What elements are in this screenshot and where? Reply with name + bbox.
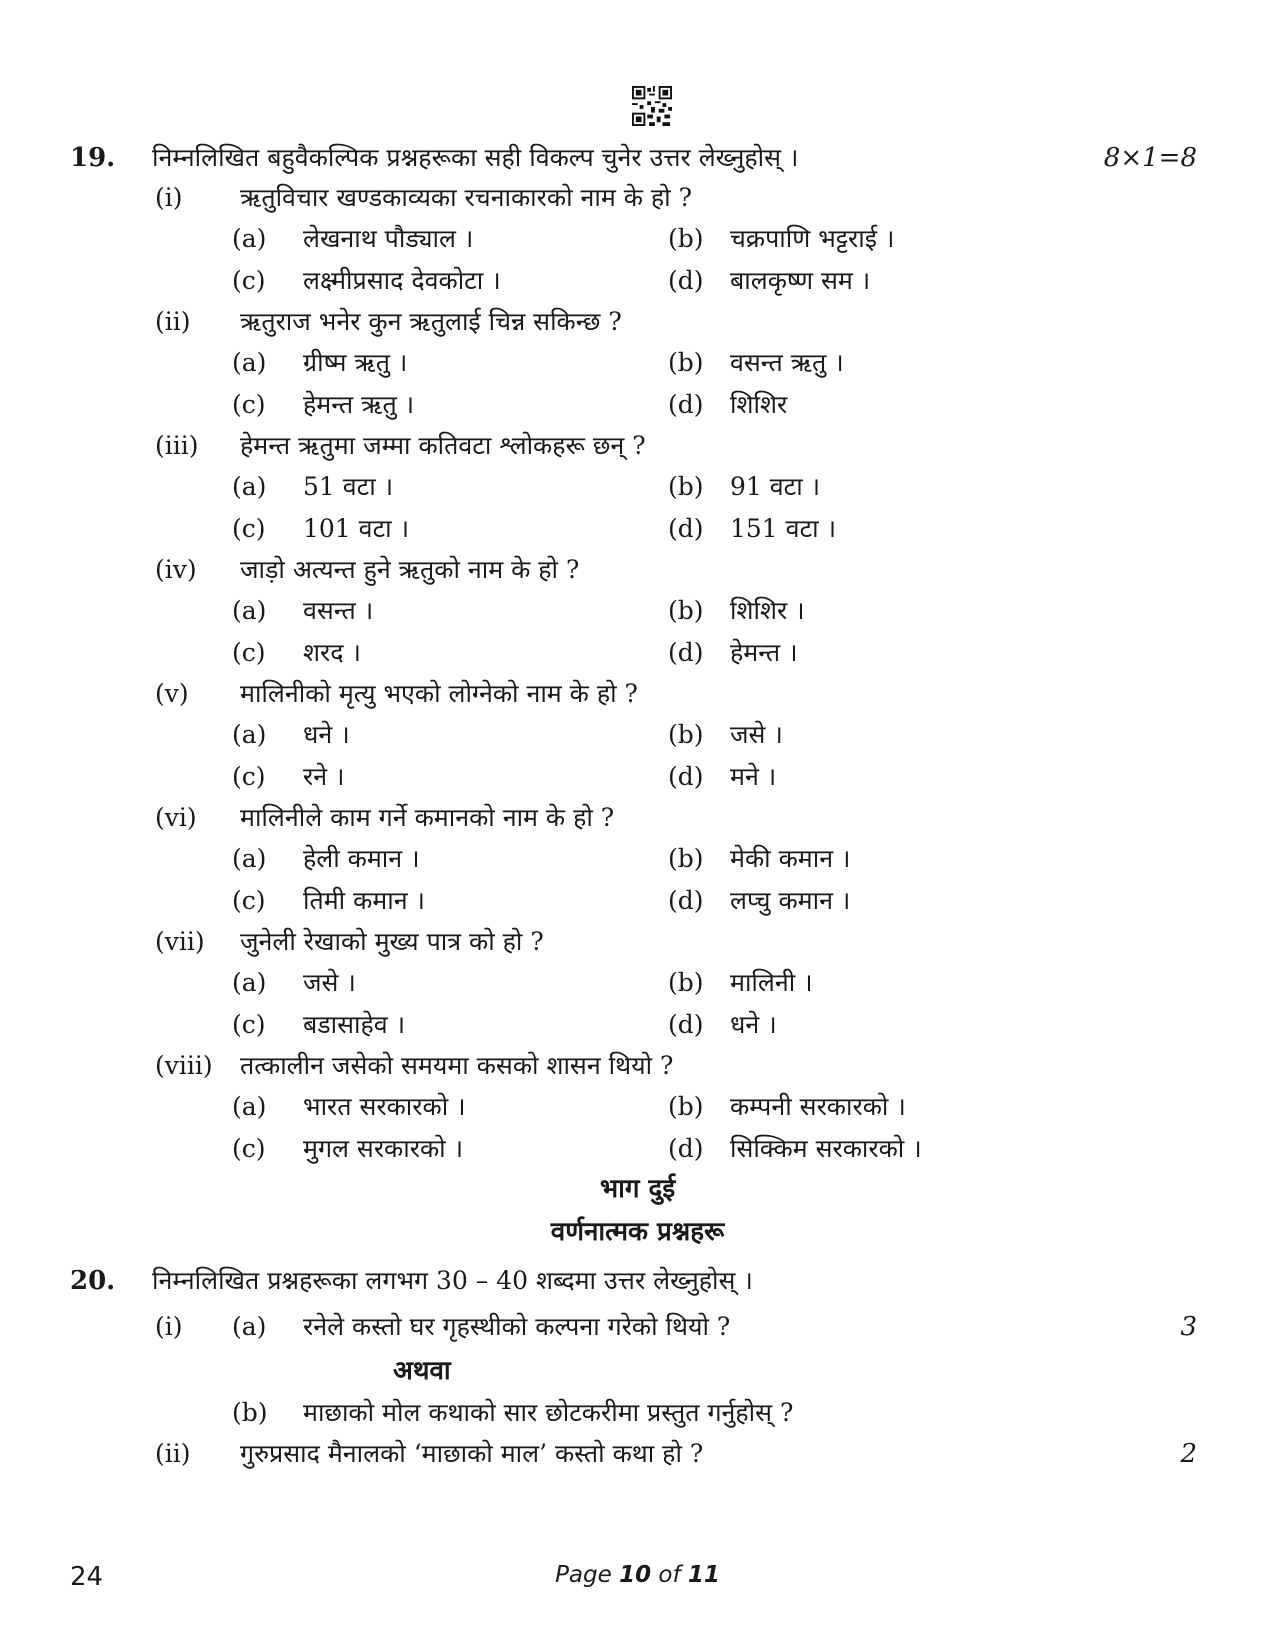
sub-question-marks: 3 xyxy=(1180,1312,1197,1342)
mcq-option-label: (c) xyxy=(232,1009,266,1039)
mcq-option-label: (b) xyxy=(668,720,704,750)
mcq-option-text: वसन्त ऋतु । xyxy=(730,348,844,378)
mcq-option-text: शिशिर । xyxy=(730,596,805,626)
mcq-option-text: शरद । xyxy=(303,637,361,667)
mcq-number: (viii) xyxy=(155,1051,213,1080)
mcq-option-text: लक्ष्मीप्रसाद देवकोटा । xyxy=(303,265,501,295)
page-number: 10 xyxy=(619,1562,652,1588)
page-total: 11 xyxy=(687,1562,720,1588)
sub-question-text: गुरुप्रसाद मैनालको ‘माछाको माल’ कस्तो कथा हो ? xyxy=(240,1439,704,1468)
mcq-option-label: (c) xyxy=(232,265,266,295)
mcq-option-text: हेली कमान । xyxy=(303,844,420,874)
mcq-option-text: रने । xyxy=(303,761,345,791)
mcq-option-text: 91 वटा । xyxy=(730,472,821,502)
mcq-option-label: (b) xyxy=(668,1092,704,1122)
mcq-option-text: धने । xyxy=(730,1009,777,1039)
or-label: अथवा xyxy=(393,1356,451,1386)
mcq-number: (vi) xyxy=(155,803,197,832)
mcq-question-text: तत्कालीन जसेको समयमा कसको शासन थियो ? xyxy=(240,1051,674,1080)
mcq-option-label: (b) xyxy=(668,596,704,626)
mcq-option-label: (d) xyxy=(668,389,704,419)
mcq-option-text: सिक्किम सरकारको । xyxy=(730,1133,922,1163)
mcq-option-text: 51 वटा । xyxy=(303,472,394,502)
mcq-option-text: हेमन्त । xyxy=(730,637,798,667)
sub-question-marks: 2 xyxy=(1180,1439,1197,1469)
page-word: Page xyxy=(555,1562,612,1588)
page-indicator xyxy=(0,1562,1275,1588)
mcq-option-label: (c) xyxy=(232,389,266,419)
mcq-option-text: तिमी कमान । xyxy=(303,885,426,915)
mcq-option-text: लप्चु कमान । xyxy=(730,885,851,915)
mcq-option-text: 101 वटा । xyxy=(303,513,410,543)
sub-question-number: (ii) xyxy=(155,1439,191,1468)
question-marks: 8×1=8 xyxy=(1103,143,1197,173)
mcq-question-text: मालिनीको मृत्यु भएको लोग्नेको नाम के हो ? xyxy=(240,679,638,708)
mcq-option-label: (a) xyxy=(232,348,267,378)
mcq-question-text: ऋतुराज भनेर कुन ऋतुलाई चिन्न सकिन्छ ? xyxy=(240,307,622,336)
question-instruction: निम्नलिखित बहुवैकल्पिक प्रश्नहरूका सही विकल्प चुनेर उत्तर लेख्नुहोस् । xyxy=(152,143,799,172)
mcq-option-label: (c) xyxy=(232,637,266,667)
mcq-option-label: (a) xyxy=(232,596,267,626)
mcq-option-text: ग्रीष्म ऋतु । xyxy=(303,348,408,378)
paper-code: 24 xyxy=(70,1562,104,1592)
mcq-option-text: लेखनाथ पौड्याल । xyxy=(303,224,474,254)
mcq-question-text: मालिनीले काम गर्ने कमानको नाम के हो ? xyxy=(240,803,615,832)
mcq-number: (iv) xyxy=(155,555,197,584)
mcq-number: (i) xyxy=(155,183,183,212)
mcq-option-label: (c) xyxy=(232,513,266,543)
sub-question-text: रनेले कस्तो घर गृहस्थीको कल्पना गरेको थियो ? xyxy=(303,1312,731,1341)
mcq-option-text: शिशिर xyxy=(730,389,788,419)
mcq-option-text: मेकी कमान । xyxy=(730,844,851,874)
mcq-option-text: भारत सरकारको । xyxy=(303,1092,466,1122)
mcq-option-label: (b) xyxy=(668,472,704,502)
mcq-option-text: हेमन्त ऋतु । xyxy=(303,389,415,419)
mcq-option-text: चक्रपाणि भट्टराई । xyxy=(730,224,895,254)
section-title-heading: वर्णनात्मक प्रश्नहरू xyxy=(550,1217,725,1247)
mcq-option-label: (c) xyxy=(232,885,266,915)
section-part-heading: भाग दुई xyxy=(599,1174,676,1204)
question-number: 20. xyxy=(70,1266,116,1296)
mcq-option-label: (d) xyxy=(668,885,704,915)
mcq-question-text: जाड़ो अत्यन्त हुने ऋतुको नाम के हो ? xyxy=(240,555,580,584)
qr-code-icon xyxy=(632,86,672,126)
mcq-question-text: ऋतुविचार खण्डकाव्यका रचनाकारको नाम के हो ? xyxy=(240,183,692,212)
mcq-option-label: (d) xyxy=(668,637,704,667)
mcq-option-text: वसन्त । xyxy=(303,596,374,626)
mcq-option-text: बालकृष्ण सम । xyxy=(730,265,871,295)
mcq-option-text: बडासाहेव । xyxy=(303,1009,406,1039)
mcq-option-label: (d) xyxy=(668,761,704,791)
mcq-option-text: मने । xyxy=(730,761,777,791)
mcq-option-text: कम्पनी सरकारको । xyxy=(730,1092,906,1122)
mcq-option-text: मालिनी । xyxy=(730,968,813,998)
mcq-option-text: जसे । xyxy=(730,720,783,750)
mcq-option-label: (b) xyxy=(668,224,704,254)
question-instruction: निम्नलिखित प्रश्नहरूका लगभग 30 – 40 शब्दमा उत्तर लेख्नुहोस् । xyxy=(152,1266,753,1295)
mcq-number: (iii) xyxy=(155,431,199,460)
mcq-option-label: (a) xyxy=(232,472,267,502)
mcq-option-label: (a) xyxy=(232,844,267,874)
mcq-option-text: जसे । xyxy=(303,968,356,998)
mcq-option-label: (a) xyxy=(232,1092,267,1122)
mcq-question-text: हेमन्त ऋतुमा जम्मा कतिवटा श्लोकहरू छन् ? xyxy=(240,431,646,460)
sub-question-option-label: (a) xyxy=(232,1312,267,1341)
mcq-option-text: मुगल सरकारको । xyxy=(303,1133,464,1163)
mcq-option-label: (a) xyxy=(232,224,267,254)
mcq-option-label: (b) xyxy=(668,968,704,998)
mcq-number: (vii) xyxy=(155,927,205,956)
mcq-option-label: (d) xyxy=(668,1009,704,1039)
mcq-option-label: (d) xyxy=(668,1133,704,1163)
mcq-option-label: (b) xyxy=(668,348,704,378)
mcq-option-text: धने । xyxy=(303,720,350,750)
sub-question-text: माछाको मोल कथाको सार छोटकरीमा प्रस्तुत गर्नुहोस् ? xyxy=(303,1398,794,1427)
mcq-option-label: (a) xyxy=(232,968,267,998)
of-word: of xyxy=(658,1562,681,1588)
mcq-option-label: (c) xyxy=(232,1133,266,1163)
mcq-option-label: (d) xyxy=(668,265,704,295)
mcq-option-label: (c) xyxy=(232,761,266,791)
mcq-number: (ii) xyxy=(155,307,191,336)
mcq-option-label: (a) xyxy=(232,720,267,750)
question-number: 19. xyxy=(70,143,116,173)
sub-question-number: (i) xyxy=(155,1312,183,1341)
mcq-number: (v) xyxy=(155,679,189,708)
mcq-question-text: जुनेली रेखाको मुख्य पात्र को हो ? xyxy=(240,927,544,956)
mcq-option-label: (b) xyxy=(668,844,704,874)
mcq-option-text: 151 वटा । xyxy=(730,513,837,543)
mcq-option-label: (d) xyxy=(668,513,704,543)
sub-question-option-label: (b) xyxy=(232,1398,268,1427)
